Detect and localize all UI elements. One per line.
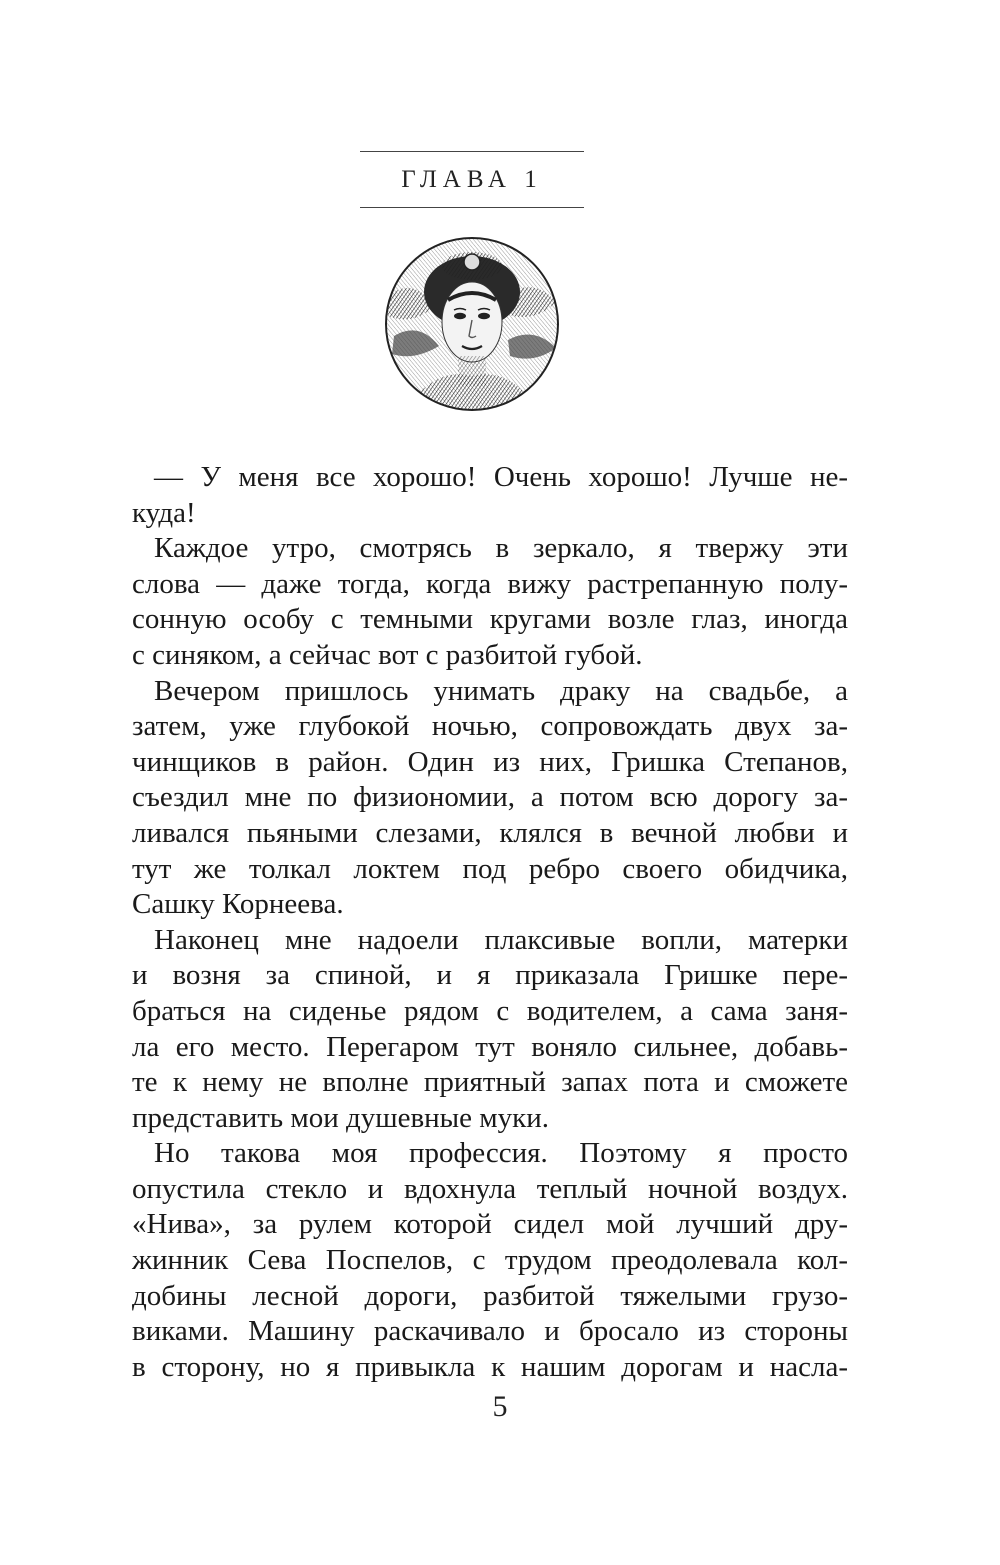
text-line: «Нива», за рулем которой сидел мой лучший дру-: [132, 1208, 848, 1241]
text-line: — У меня все хорошо! Очень хорошо! Лучше не-: [154, 461, 848, 493]
text-line: тут же толкал локтем под ребро своего обидчика,: [132, 852, 848, 885]
text-line: слова — даже тогда, когда вижу растрепанную полу-: [132, 567, 848, 600]
body-text: [132, 460, 848, 1385]
text-line: с синяком, а сейчас вот с разбитой губой.: [132, 638, 643, 671]
text-line: чинщиков в район. Один из них, Гришка Степанов,: [132, 745, 848, 778]
text-line: ливался пьяными слезами, клялся в вечной любви и: [132, 816, 848, 849]
page-number: 5: [492, 1390, 508, 1423]
text-line: куда!: [132, 496, 196, 529]
text-line: представить мои душевные муки.: [132, 1101, 550, 1134]
chapter-title: ГЛАВА 1: [401, 165, 543, 193]
woman-portrait-engraving-icon: [384, 236, 560, 412]
text-line: добины лесной дороги, разбитой тяжелыми грузо-: [132, 1279, 848, 1312]
text-line: Вечером пришлось унимать драку на свадьбе, а: [154, 674, 848, 707]
text-line: в сторону, но я привыкла к нашим дорогам и насла-: [132, 1350, 848, 1383]
text-line: те к нему не вполне приятный запах пота и сможете: [132, 1066, 848, 1099]
text-line: затем, уже глубокой ночью, сопровождать двух за-: [132, 710, 848, 743]
text-line: сонную особу с темными кругами возле глаз, иногда: [132, 603, 848, 636]
text-line: браться на сиденье рядом с водителем, а сама заня-: [132, 994, 848, 1027]
text-line: ла его место. Перегаром тут воняло сильнее, добавь-: [132, 1030, 848, 1063]
chapter-heading: [360, 151, 584, 208]
text-line: опустила стекло и вдохнула теплый ночной воздух.: [132, 1172, 848, 1205]
text-line: виками. Машину раскачивало и бросало из стороны: [132, 1315, 848, 1348]
text-line: Но такова моя профессия. Поэтому я просто: [154, 1137, 848, 1170]
text-line: и возня за спиной, и я приказала Гришке пере-: [132, 959, 848, 992]
text-line: Сашку Корнеева.: [132, 888, 344, 921]
text-line: Каждое утро, смотрясь в зеркало, я твержу эти: [154, 532, 848, 565]
text-line: съездил мне по физиономии, а потом всю дорогу за-: [132, 781, 848, 814]
text-line: жинник Сева Поспелов, с трудом преодолевала кол-: [132, 1244, 848, 1277]
text-line: Наконец мне надоели плаксивые вопли, матерки: [154, 923, 848, 956]
